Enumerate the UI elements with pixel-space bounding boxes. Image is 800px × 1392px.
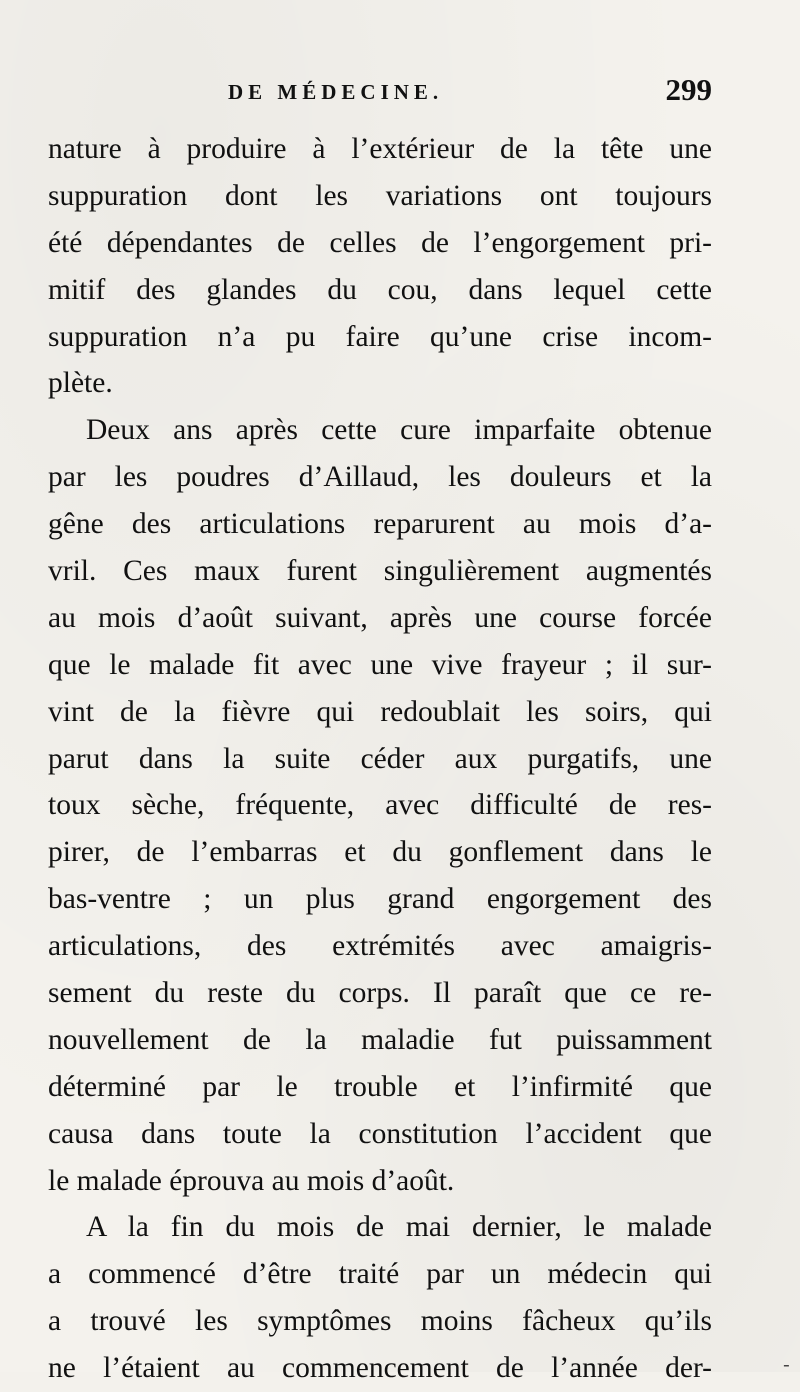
text-line: causa dans toute la constitution l’accident que [48, 1117, 712, 1150]
text-line: gêne des articulations reparurent au mois d’a- [48, 508, 712, 541]
text-line: été dépendantes de celles de l’engorgement pri- [48, 226, 712, 259]
text-line: a commencé d’être traité par un médecin qui [48, 1258, 712, 1291]
paragraph [48, 1204, 712, 1392]
margin-mark: - [783, 1352, 790, 1376]
text-line: bas-ventre ; un plus grand engorgement des [48, 883, 712, 916]
text-line: nouvellement de la maladie fut puissamment [48, 1023, 712, 1056]
body-text [48, 126, 712, 1392]
text-line: que le malade fit avec une vive frayeur ; il sur- [48, 648, 712, 681]
text-line: parut dans la suite céder aux purgatifs, une [48, 742, 712, 775]
paragraph [48, 407, 712, 1204]
text-line: vril. Ces maux furent singulièrement augmentés [48, 555, 712, 588]
text-line: vint de la fièvre qui redoublait les soirs, qui [48, 695, 712, 728]
text-line: Deux ans après cette cure imparfaite obtenue [86, 414, 712, 447]
text-line: a trouvé les symptômes moins fâcheux qu’ils [48, 1305, 712, 1338]
text-line: mitif des glandes du cou, dans lequel cette [48, 273, 712, 306]
text-line: au mois d’août suivant, après une course forcée [48, 601, 712, 634]
text-line: suppuration dont les variations ont toujours [48, 179, 712, 212]
text-line: suppuration n’a pu faire qu’une crise incom- [48, 320, 712, 353]
text-line: par les poudres d’Aillaud, les douleurs et la [48, 461, 712, 494]
text-line: sement du reste du corps. Il paraît que ce re- [48, 977, 712, 1010]
text-line: déterminé par le trouble et l’infirmité que [48, 1070, 712, 1103]
page-header [48, 72, 712, 112]
paragraph [48, 126, 712, 407]
text-line: pirer, de l’embarras et du gonflement dans le [48, 836, 712, 869]
text-line: plète. [48, 367, 113, 400]
page-number: 299 [665, 72, 712, 107]
text-line: nature à produire à l’extérieur de la tête une [48, 133, 712, 165]
text-line: ne l’étaient au commencement de l’année der- [48, 1352, 712, 1385]
text-line: toux sèche, fréquente, avec difficulté de res- [48, 789, 712, 822]
text-line: le malade éprouva au mois d’août. [48, 1164, 455, 1197]
text-line: articulations, des extrémités avec amaigris- [48, 930, 712, 963]
running-head: DE MÉDECINE. [228, 80, 444, 104]
text-line: A la fin du mois de mai dernier, le malade [86, 1211, 712, 1244]
